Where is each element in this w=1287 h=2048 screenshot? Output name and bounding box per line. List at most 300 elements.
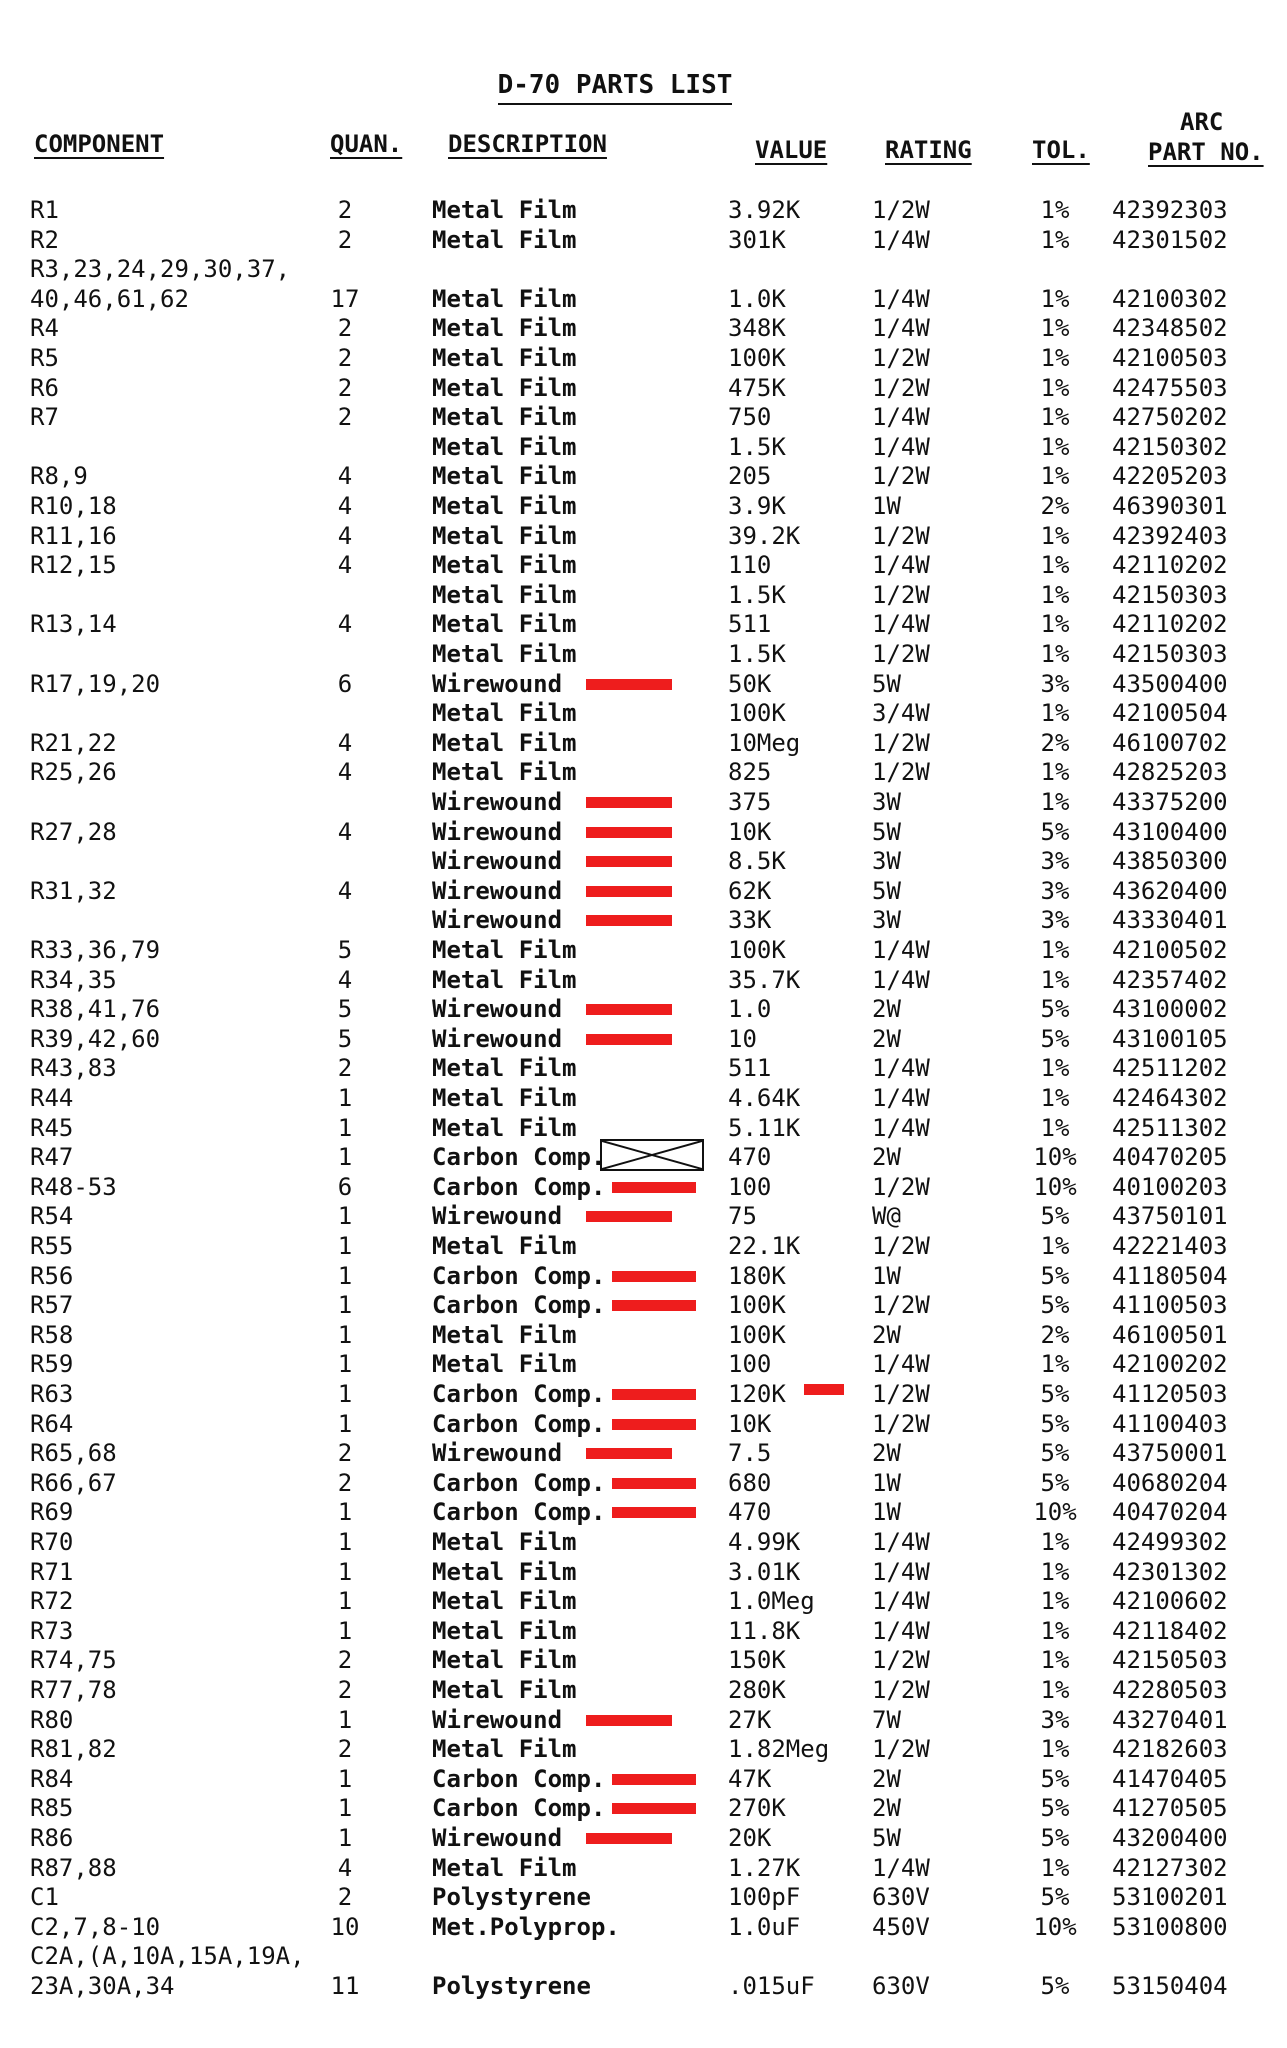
table-row (0, 492, 1287, 522)
value-cell: 33K (728, 906, 772, 934)
value-cell: 10K (728, 1410, 772, 1438)
rating-cell: 630V (872, 1883, 930, 1911)
component-cell: R55 (30, 1232, 74, 1260)
tolerance-cell: 5% (1040, 1469, 1070, 1497)
table-row (0, 1321, 1287, 1351)
part-number-cell: 42150303 (1112, 581, 1228, 609)
table-row (0, 1942, 1287, 1972)
rating-cell: 1/4W (872, 1587, 930, 1615)
table-row (0, 1972, 1287, 2002)
component-cell: R44 (30, 1084, 74, 1112)
value-cell: 348K (728, 314, 786, 342)
description-cell: Metal Film (432, 581, 577, 609)
tolerance-cell: 5% (1040, 1025, 1070, 1053)
description-cell: Met.Polyprop. (432, 1913, 620, 1941)
tolerance-cell: 5% (1040, 1380, 1070, 1408)
component-cell: R85 (30, 1794, 74, 1822)
part-number-cell: 41180504 (1112, 1262, 1228, 1290)
rating-cell: 3W (872, 788, 901, 816)
component-cell: R59 (30, 1350, 74, 1378)
description-cell: Metal Film (432, 1587, 577, 1615)
tolerance-cell: 1% (1040, 1558, 1070, 1586)
part-number-cell: 53100800 (1112, 1913, 1228, 1941)
table-row (0, 995, 1287, 1025)
rating-cell: 2W (872, 1794, 901, 1822)
value-cell: 47K (728, 1765, 772, 1793)
description-cell: Wirewound (432, 670, 563, 698)
quantity-cell: 1 (337, 1232, 353, 1260)
component-cell: R84 (30, 1765, 74, 1793)
table-row (0, 640, 1287, 670)
red-highlight-mark (586, 797, 672, 808)
rating-cell: 3/4W (872, 699, 930, 727)
component-cell: R65,68 (30, 1439, 117, 1467)
tolerance-cell: 3% (1040, 877, 1070, 905)
part-number-cell: 40470205 (1112, 1143, 1228, 1171)
description-cell: Carbon Comp. (432, 1794, 606, 1822)
rating-cell: 1/4W (872, 1854, 930, 1882)
value-cell: 27K (728, 1706, 772, 1734)
description-cell: Wirewound (432, 877, 563, 905)
description-cell: Metal Film (432, 522, 577, 550)
description-cell: Metal Film (432, 226, 577, 254)
quantity-cell: 5 (337, 995, 353, 1023)
description-cell: Polystyrene (432, 1883, 591, 1911)
rating-cell: 1/4W (872, 936, 930, 964)
description-cell: Metal Film (432, 1528, 577, 1556)
component-cell: R54 (30, 1202, 74, 1230)
component-cell: R45 (30, 1114, 74, 1142)
tolerance-cell: 1% (1040, 1350, 1070, 1378)
red-highlight-mark (586, 856, 672, 867)
component-cell: R31,32 (30, 877, 117, 905)
description-cell: Wirewound (432, 1439, 563, 1467)
part-number-cell: 41100403 (1112, 1410, 1228, 1438)
rating-cell: 1/2W (872, 1676, 930, 1704)
part-number-cell: 42392303 (1112, 196, 1228, 224)
part-number-cell: 43100002 (1112, 995, 1228, 1023)
description-cell: Metal Film (432, 374, 577, 402)
part-number-cell: 42127302 (1112, 1854, 1228, 1882)
header-quantity: QUAN. (330, 130, 403, 158)
description-cell: Wirewound (432, 1025, 563, 1053)
part-number-cell: 42357402 (1112, 966, 1228, 994)
description-cell: Metal Film (432, 1617, 577, 1645)
component-cell: R69 (30, 1498, 74, 1526)
part-number-cell: 42825203 (1112, 758, 1228, 786)
part-number-cell: 46390301 (1112, 492, 1228, 520)
rating-cell: 1/2W (872, 729, 930, 757)
tolerance-cell: 1% (1040, 522, 1070, 550)
part-number-cell: 42464302 (1112, 1084, 1228, 1112)
rating-cell: 1/2W (872, 1410, 930, 1438)
value-cell: 22.1K (728, 1232, 801, 1260)
tolerance-cell: 5% (1040, 1439, 1070, 1467)
component-cell: R77,78 (30, 1676, 117, 1704)
value-cell: 475K (728, 374, 786, 402)
part-number-cell: 42205203 (1112, 462, 1228, 490)
component-cell: R81,82 (30, 1735, 117, 1763)
value-cell: 280K (728, 1676, 786, 1704)
part-number-cell: 42100503 (1112, 344, 1228, 372)
description-cell: Metal Film (432, 1676, 577, 1704)
tolerance-cell: 5% (1040, 1410, 1070, 1438)
rating-cell: 5W (872, 670, 901, 698)
tolerance-cell: 5% (1040, 1794, 1070, 1822)
table-row (0, 1232, 1287, 1262)
table-row (0, 285, 1287, 315)
header-value: VALUE (755, 136, 828, 164)
value-cell: 750 (728, 403, 772, 431)
value-cell: 100K (728, 936, 786, 964)
red-highlight-mark (612, 1300, 696, 1311)
quantity-cell: 2 (337, 1054, 353, 1082)
tolerance-cell: 5% (1040, 1765, 1070, 1793)
tolerance-cell: 10% (1033, 1913, 1077, 1941)
component-cell: R47 (30, 1143, 74, 1171)
part-number-cell: 42221403 (1112, 1232, 1228, 1260)
value-cell: 3.92K (728, 196, 801, 224)
quantity-cell: 17 (330, 285, 360, 313)
component-cell: R8,9 (30, 462, 88, 490)
table-row (0, 196, 1287, 226)
red-highlight-mark (612, 1774, 696, 1785)
part-number-cell: 42511202 (1112, 1054, 1228, 1082)
quantity-cell: 4 (337, 818, 353, 846)
table-row (0, 1883, 1287, 1913)
value-cell: 100 (728, 1350, 772, 1378)
quantity-cell: 1 (337, 1084, 353, 1112)
rating-cell: 7W (872, 1706, 901, 1734)
table-row (0, 581, 1287, 611)
tolerance-cell: 5% (1040, 818, 1070, 846)
table-row (0, 1498, 1287, 1528)
quantity-cell: 2 (337, 1676, 353, 1704)
description-cell: Carbon Comp. (432, 1262, 606, 1290)
tolerance-cell: 1% (1040, 966, 1070, 994)
value-cell: 10 (728, 1025, 757, 1053)
rating-cell: 1/4W (872, 285, 930, 313)
header-tolerance: TOL. (1032, 136, 1090, 164)
rating-cell: 1/4W (872, 403, 930, 431)
component-cell: C2,7,8-10 (30, 1913, 161, 1941)
description-cell: Metal Film (432, 1321, 577, 1349)
table-row (0, 1617, 1287, 1647)
red-highlight-mark (612, 1271, 696, 1282)
rating-cell: 1/4W (872, 314, 930, 342)
component-cell: R66,67 (30, 1469, 117, 1497)
description-cell: Carbon Comp. (432, 1380, 606, 1408)
description-cell: Wirewound (432, 995, 563, 1023)
component-cell: 40,46,61,62 (30, 285, 189, 313)
part-number-cell: 42348502 (1112, 314, 1228, 342)
quantity-cell: 6 (337, 1173, 353, 1201)
table-row (0, 1173, 1287, 1203)
part-number-cell: 42100502 (1112, 936, 1228, 964)
part-number-cell: 43270401 (1112, 1706, 1228, 1734)
value-cell: 100K (728, 699, 786, 727)
rating-cell: 3W (872, 906, 901, 934)
value-cell: 100K (728, 1321, 786, 1349)
quantity-cell: 4 (337, 729, 353, 757)
rating-cell: 3W (872, 847, 901, 875)
table-row (0, 877, 1287, 907)
table-row (0, 788, 1287, 818)
quantity-cell: 1 (337, 1794, 353, 1822)
description-cell: Carbon Comp. (432, 1498, 606, 1526)
description-cell: Metal Film (432, 1735, 577, 1763)
red-highlight-mark (612, 1478, 696, 1489)
quantity-cell: 10 (330, 1913, 360, 1941)
quantity-cell: 4 (337, 758, 353, 786)
header-rating: RATING (885, 136, 972, 164)
component-cell: R57 (30, 1291, 74, 1319)
rating-cell: 1/2W (872, 344, 930, 372)
component-cell: R48-53 (30, 1173, 117, 1201)
part-number-cell: 42750202 (1112, 403, 1228, 431)
value-cell: 10Meg (728, 729, 801, 757)
part-number-cell: 43100105 (1112, 1025, 1228, 1053)
value-cell: 10K (728, 818, 772, 846)
value-cell: 1.0uF (728, 1913, 801, 1941)
value-cell: 1.0Meg (728, 1587, 815, 1615)
part-number-cell: 53150404 (1112, 1972, 1228, 2000)
component-cell: R1 (30, 196, 59, 224)
part-number-cell: 43200400 (1112, 1824, 1228, 1852)
value-cell: 75 (728, 1202, 757, 1230)
red-highlight-mark (612, 1803, 696, 1814)
red-highlight-mark (586, 1715, 672, 1726)
rating-cell: 1/4W (872, 1528, 930, 1556)
tolerance-cell: 1% (1040, 699, 1070, 727)
component-cell: R4 (30, 314, 59, 342)
value-cell: 100 (728, 1173, 772, 1201)
value-cell: 1.5K (728, 581, 786, 609)
table-row (0, 522, 1287, 552)
table-row (0, 1676, 1287, 1706)
rating-cell: 5W (872, 818, 901, 846)
part-number-cell: 42100202 (1112, 1350, 1228, 1378)
tolerance-cell: 1% (1040, 462, 1070, 490)
tolerance-cell: 1% (1040, 1054, 1070, 1082)
tolerance-cell: 5% (1040, 1972, 1070, 2000)
tolerance-cell: 1% (1040, 1676, 1070, 1704)
table-row (0, 1054, 1287, 1084)
rating-cell: 1/4W (872, 1617, 930, 1645)
component-cell: R2 (30, 226, 59, 254)
tolerance-cell: 1% (1040, 1528, 1070, 1556)
description-cell: Metal Film (432, 314, 577, 342)
header-description: DESCRIPTION (448, 130, 607, 158)
rating-cell: 1/2W (872, 1291, 930, 1319)
table-row (0, 699, 1287, 729)
description-cell: Metal Film (432, 196, 577, 224)
tolerance-cell: 1% (1040, 344, 1070, 372)
part-number-cell: 40680204 (1112, 1469, 1228, 1497)
tolerance-cell: 1% (1040, 1587, 1070, 1615)
value-cell: 1.5K (728, 433, 786, 461)
rating-cell: 2W (872, 995, 901, 1023)
quantity-cell: 1 (337, 1262, 353, 1290)
tolerance-cell: 1% (1040, 1646, 1070, 1674)
tolerance-cell: 3% (1040, 906, 1070, 934)
table-row (0, 433, 1287, 463)
table-row (0, 966, 1287, 996)
table-row (0, 1143, 1287, 1173)
table-row (0, 1439, 1287, 1469)
rating-cell: 2W (872, 1321, 901, 1349)
table-row (0, 344, 1287, 374)
component-cell: R87,88 (30, 1854, 117, 1882)
rating-cell: 2W (872, 1143, 901, 1171)
tolerance-cell: 1% (1040, 936, 1070, 964)
part-number-cell: 42150302 (1112, 433, 1228, 461)
description-cell: Metal Film (432, 1558, 577, 1586)
tolerance-cell: 1% (1040, 581, 1070, 609)
quantity-cell: 4 (337, 1854, 353, 1882)
quantity-cell: 1 (337, 1350, 353, 1378)
tolerance-cell: 10% (1033, 1173, 1077, 1201)
tolerance-cell: 1% (1040, 1735, 1070, 1763)
red-highlight-mark (612, 1182, 696, 1193)
rating-cell: 1/2W (872, 1735, 930, 1763)
value-cell: 1.82Meg (728, 1735, 830, 1763)
quantity-cell: 2 (337, 344, 353, 372)
quantity-cell: 5 (337, 936, 353, 964)
component-cell: R21,22 (30, 729, 117, 757)
quantity-cell: 4 (337, 551, 353, 579)
quantity-cell: 2 (337, 1646, 353, 1674)
part-number-cell: 41120503 (1112, 1380, 1228, 1408)
red-highlight-mark (612, 1389, 696, 1400)
description-cell: Metal Film (432, 1054, 577, 1082)
table-row (0, 1735, 1287, 1765)
red-highlight-mark (586, 1034, 672, 1045)
component-cell: R73 (30, 1617, 74, 1645)
tolerance-cell: 10% (1033, 1143, 1077, 1171)
value-cell: 39.2K (728, 522, 801, 550)
tolerance-cell: 1% (1040, 433, 1070, 461)
part-number-cell: 43375200 (1112, 788, 1228, 816)
tolerance-cell: 2% (1040, 729, 1070, 757)
table-row (0, 1469, 1287, 1499)
tolerance-cell: 1% (1040, 1084, 1070, 1112)
part-number-cell: 40470204 (1112, 1498, 1228, 1526)
rating-cell: 1/4W (872, 1054, 930, 1082)
rating-cell: 1/2W (872, 1232, 930, 1260)
page-title: D-70 PARTS LIST (0, 70, 1230, 100)
value-cell: 205 (728, 462, 772, 490)
description-cell: Metal Film (432, 1084, 577, 1112)
component-cell: R6 (30, 374, 59, 402)
quantity-cell: 2 (337, 196, 353, 224)
value-cell: 825 (728, 758, 772, 786)
part-number-cell: 41270505 (1112, 1794, 1228, 1822)
rating-cell: W@ (872, 1202, 901, 1230)
tolerance-cell: 10% (1033, 1498, 1077, 1526)
rating-cell: 1/4W (872, 433, 930, 461)
red-highlight-mark (586, 886, 672, 897)
component-cell: R39,42,60 (30, 1025, 161, 1053)
value-cell: 3.01K (728, 1558, 801, 1586)
crossed-out-box-icon (600, 1139, 704, 1171)
value-cell: 270K (728, 1794, 786, 1822)
component-cell: R56 (30, 1262, 74, 1290)
rating-cell: 1W (872, 1469, 901, 1497)
description-cell: Metal Film (432, 729, 577, 757)
component-cell: R17,19,20 (30, 670, 161, 698)
value-cell: 35.7K (728, 966, 801, 994)
description-cell: Metal Film (432, 462, 577, 490)
value-cell: 470 (728, 1498, 772, 1526)
rating-cell: 1/4W (872, 1350, 930, 1378)
part-number-cell: 43500400 (1112, 670, 1228, 698)
part-number-cell: 42118402 (1112, 1617, 1228, 1645)
tolerance-cell: 1% (1040, 374, 1070, 402)
description-cell: Metal Film (432, 966, 577, 994)
rating-cell: 1/2W (872, 1646, 930, 1674)
table-row (0, 314, 1287, 344)
quantity-cell: 1 (337, 1617, 353, 1645)
tolerance-cell: 1% (1040, 1617, 1070, 1645)
rating-cell: 1/4W (872, 610, 930, 638)
description-cell: Carbon Comp. (432, 1173, 606, 1201)
component-cell: R5 (30, 344, 59, 372)
description-cell: Metal Film (432, 640, 577, 668)
table-row (0, 936, 1287, 966)
quantity-cell: 1 (337, 1321, 353, 1349)
value-cell: 62K (728, 877, 772, 905)
quantity-cell: 1 (337, 1143, 353, 1171)
tolerance-cell: 1% (1040, 551, 1070, 579)
description-cell: Carbon Comp. (432, 1410, 606, 1438)
part-number-cell: 41100503 (1112, 1291, 1228, 1319)
description-cell: Wirewound (432, 1202, 563, 1230)
rating-cell: 1/2W (872, 1380, 930, 1408)
part-number-cell: 42150303 (1112, 640, 1228, 668)
part-number-cell: 42392403 (1112, 522, 1228, 550)
rating-cell: 630V (872, 1972, 930, 2000)
value-cell: 511 (728, 1054, 772, 1082)
description-cell: Metal Film (432, 403, 577, 431)
quantity-cell: 1 (337, 1291, 353, 1319)
rating-cell: 1W (872, 1262, 901, 1290)
part-number-cell: 41470405 (1112, 1765, 1228, 1793)
red-highlight-mark (612, 1419, 696, 1430)
tolerance-cell: 1% (1040, 1232, 1070, 1260)
quantity-cell: 1 (337, 1587, 353, 1615)
rating-cell: 1/4W (872, 1084, 930, 1112)
value-cell: 680 (728, 1469, 772, 1497)
table-row (0, 1291, 1287, 1321)
description-cell: Metal Film (432, 1646, 577, 1674)
rating-cell: 1/2W (872, 374, 930, 402)
table-row (0, 1025, 1287, 1055)
description-cell: Wirewound (432, 906, 563, 934)
description-cell: Carbon Comp. (432, 1469, 606, 1497)
description-cell: Carbon Comp. (432, 1765, 606, 1793)
quantity-cell: 2 (337, 226, 353, 254)
header-component: COMPONENT (34, 130, 165, 158)
tolerance-cell: 3% (1040, 847, 1070, 875)
rating-cell: 1/2W (872, 1173, 930, 1201)
description-cell: Wirewound (432, 818, 563, 846)
rating-cell: 1/4W (872, 966, 930, 994)
description-cell: Metal Film (432, 492, 577, 520)
tolerance-cell: 1% (1040, 285, 1070, 313)
component-cell: R71 (30, 1558, 74, 1586)
part-number-cell: 42100302 (1112, 285, 1228, 313)
